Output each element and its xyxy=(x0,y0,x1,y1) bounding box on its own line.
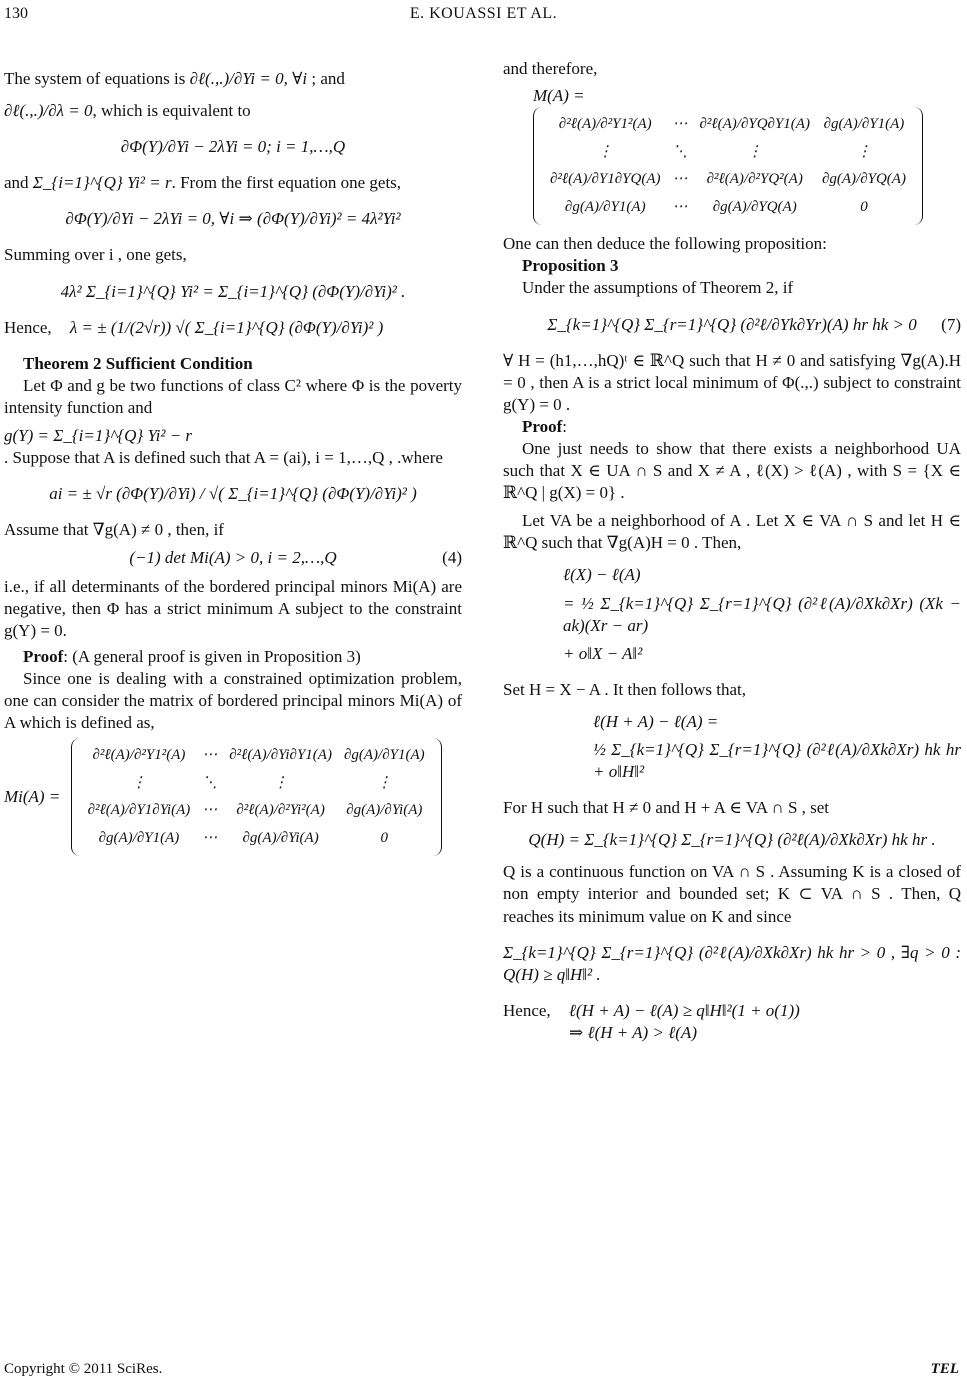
para-since: Since one is dealing with a constrained optimization problem, one can consider the matrix of bordered principal minors Mi(A) of A which is defined as, xyxy=(4,668,462,733)
eq-g-definition: g(Y) = Σ_{i=1}^{Q} Yi² − r xyxy=(4,426,193,446)
eq-system-1: ∂ℓ(.,.)/∂Yi = 0, ∀i xyxy=(189,69,308,88)
para-hence: Hence, λ = ± (1/(2√r)) √( Σ_{i=1}^{Q} (∂Φ(Y)/∂Yi)² ) xyxy=(4,317,384,337)
proposition3-intro: Under the assumptions of Theorem 2, if xyxy=(522,278,794,298)
proof-para-1: One just needs to show that there exists a neighborhood UA such that X ∈ UA ∩ S and X ≠ A , ℓ(X) > ℓ(A) , with S = {X ∈ ℝ^Q | g(X) = 0} . xyxy=(503,438,961,503)
para-ie: i.e., if all determinants of the bordered principal minors Mi(A) are negative, then Φ has a strict minimum A subject to the constraint g(Y) = 0. xyxy=(4,576,462,640)
proof-proposition3-label: Proof: xyxy=(522,416,568,436)
eq-4: (−1) det Mi(A) > 0, i = 2,…,Q (4) xyxy=(4,547,462,569)
eq-condition-1: ∂Φ(Y)/∂Yi − 2λYi = 0; i = 1,…,Q xyxy=(120,137,346,157)
proof-theorem2: Proof: (A general proof is given in Proposition 3) xyxy=(23,646,361,666)
journal-abbrev: TEL xyxy=(930,1361,959,1377)
eq-system-2: ∂ℓ(.,.)/∂λ = 0 xyxy=(4,101,93,121)
theorem2-statement: Let Φ and g be two functions of class C² where Φ is the poverty intensity function and xyxy=(4,375,462,417)
page-header xyxy=(0,4,967,32)
matrix-mi-table: ∂²ℓ(A)/∂²Y1²(A) ⋯ ∂²ℓ(A)/∂Yi∂Y1(A) ∂g(A)/∂Y1(A) ⋮ ⋱ ⋮ ⋮ ∂²ℓ(A)/∂Y1∂Yi(A) ⋯ ∂²ℓ(A)/∂²Yi²(A) ∂g(A)/∂Yi(A) ∂g(A)/∂Y1(A) ⋯ ∂g(A)/∂Yi(A) 0 xyxy=(87,747,425,846)
eq-q-positive: Σ_{k=1}^{Q} Σ_{r=1}^{Q} (∂²ℓ(A)/∂Xk∂Xr) hk hr > 0 , ∃q > 0 : Q(H) ≥ q‖H‖² . xyxy=(503,942,961,984)
para-for-h: For H such that H ≠ 0 and H + A ∈ VA ∩ S , set xyxy=(503,798,830,818)
eq-expansion-3: + o‖X − A‖² xyxy=(563,643,643,663)
eq-expansion-2: = ½ Σ_{k=1}^{Q} Σ_{r=1}^{Q} (∂²ℓ(A)/∂Xk∂Xr) (Xk − ak)(Xr − ar) xyxy=(563,593,961,635)
eq-7: Σ_{k=1}^{Q} Σ_{r=1}^{Q} (∂²ℓ/∂Yk∂Yr)(A) hr hk > 0 (7) xyxy=(503,314,961,336)
para-therefore: and therefore, xyxy=(503,59,598,78)
running-title: E. KOUASSI ET AL. xyxy=(409,5,558,22)
eq-final-2: ⇒ ℓ(H + A) > ℓ(A) xyxy=(569,1022,697,1042)
proposition3-condition: ∀ H = (h1,…,hQ)ᵗ ∈ ℝ^Q such that H ≠ 0 and satisfying ∇g(A).H = 0 , then A is a strict local minimum of Φ(.,.) subject to constraint g(Y) = 0 . xyxy=(503,350,961,414)
para-deduce: One can then deduce the following proposition: xyxy=(503,234,827,254)
eq-4-number: (4) xyxy=(442,548,462,568)
para-assume: Assume that ∇g(A) ≠ 0 , then, if xyxy=(4,520,224,540)
eq-q: Q(H) = Σ_{k=1}^{Q} Σ_{r=1}^{Q} (∂²ℓ(A)/∂Xk∂Xr) hk hr . xyxy=(528,830,936,850)
matrix-mi-label: Mi(A) = xyxy=(4,787,61,807)
eq-ai: ai = ± √r (∂Φ(Y)/∂Yi) / √( Σ_{i=1}^{Q} (∂Φ(Y)/∂Yi)² ) xyxy=(49,484,417,504)
eq-first: ∂Φ(Y)/∂Yi − 2λYi = 0, ∀i ⇒ (∂Φ(Y)/∂Yi)² = 4λ²Yi² xyxy=(65,209,401,229)
page-number: 130 xyxy=(4,5,28,22)
eq-sum: 4λ² Σ_{i=1}^{Q} Yi² = Σ_{i=1}^{Q} (∂Φ(Y)/∂Yi)² . xyxy=(60,281,406,301)
eq-h-expansion-1: ℓ(H + A) − ℓ(A) = xyxy=(593,711,719,731)
left-column xyxy=(4,46,462,856)
theorem2-title: Theorem 2 Sufficient Condition xyxy=(23,353,253,373)
para-hence-final: Hence, ℓ(H + A) − ℓ(A) ≥ q‖H‖²(1 + o(1)) xyxy=(503,1000,800,1020)
eq-expansion-1: ℓ(X) − ℓ(A) xyxy=(563,565,641,585)
matrix-m-label: M(A) = xyxy=(533,86,585,106)
theorem2-definition: . Suppose that A is defined such that A = (ai), i = 1,…,Q , .where xyxy=(4,448,443,468)
copyright: Copyright © 2011 SciRes. xyxy=(4,1361,163,1377)
matrix-m xyxy=(533,84,961,225)
para-constraint: and Σ_{i=1}^{Q} Yi² = r. From the first equation one gets, xyxy=(4,173,402,193)
eq-lambda: λ = ± (1/(2√r)) √( Σ_{i=1}^{Q} (∂Φ(Y)/∂Yi)² ) xyxy=(69,317,384,337)
eq-condition-2: Σ_{i=1}^{Q} Yi² = r xyxy=(32,173,172,193)
para-summing: Summing over i , one gets, xyxy=(4,245,187,265)
matrix-m-table: ∂²ℓ(A)/∂²Y1²(A) ⋯ ∂²ℓ(A)/∂YQ∂Y1(A) ∂g(A)/∂Y1(A) ⋮ ⋱ ⋮ ⋮ ∂²ℓ(A)/∂Y1∂YQ(A) ⋯ ∂²ℓ(A)/∂²YQ²(A) ∂g(A)/∂YQ(A) ∂g(A)/∂Y1(A) ⋯ ∂g(A)/∂YQ(A) 0 xyxy=(550,116,906,215)
para-system: The system of equations is ∂ℓ(.,.)/∂Yi = 0, ∀i ; and xyxy=(4,69,345,88)
eq-final-1: ℓ(H + A) − ℓ(A) ≥ q‖H‖²(1 + o(1)) xyxy=(568,1000,800,1020)
para-set-h: Set H = X − A . It then follows that, xyxy=(503,679,746,699)
right-column xyxy=(503,46,961,1044)
eq-h-expansion-2: ½ Σ_{k=1}^{Q} Σ_{r=1}^{Q} (∂²ℓ(A)/∂Xk∂Xr) hk hr + o‖H‖² xyxy=(593,740,961,782)
para-equivalent: ∂ℓ(.,.)/∂λ = 0, which is equivalent to xyxy=(4,101,251,121)
eq-7-number: (7) xyxy=(941,314,961,334)
para-q-continuous: Q is a continuous function on VA ∩ S . Assuming K is a closed of non empty interior and bounded set; K ⊂ VA ∩ S . Then, Q reaches its minimum value on K and since xyxy=(503,862,961,926)
proposition3-title: Proposition 3 xyxy=(522,256,619,276)
proof-para-2: Let VA be a neighborhood of A . Let X ∈ VA ∩ S and let H ∈ ℝ^Q such that ∇g(A)H = 0 . Then, xyxy=(503,511,961,553)
matrix-mi xyxy=(4,738,462,856)
